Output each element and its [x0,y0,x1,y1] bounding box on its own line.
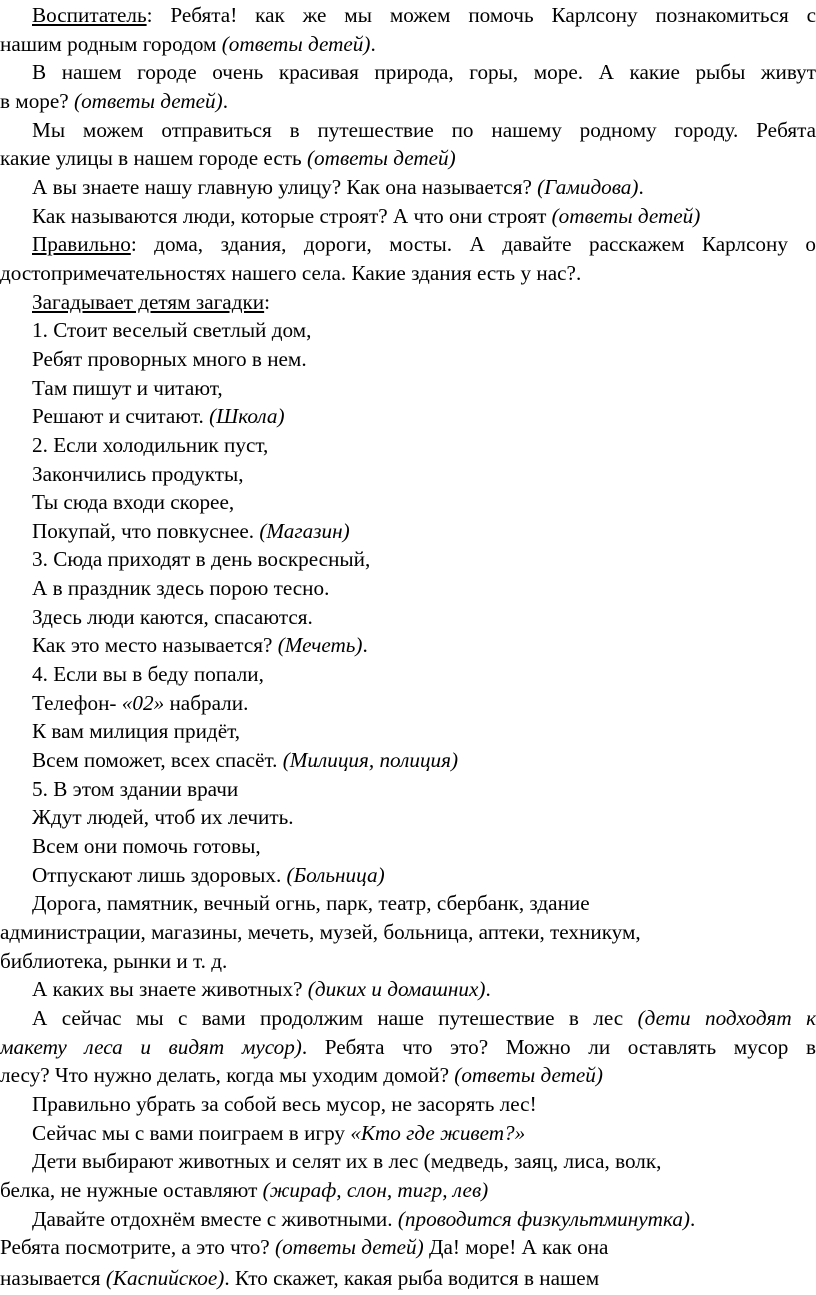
text-run: Здесь люди каются, спасаются. [32,604,313,629]
text-line [0,1090,816,1119]
text-run: . Кто скажет, какая рыба водится в нашем [224,1266,600,1291]
italic-note: (Магазин) [259,518,350,543]
text-line [0,460,816,489]
italic-note: (ответы детей) [221,31,371,56]
italic-note: (ответы детей) [454,1063,603,1088]
text-line [0,402,816,431]
text-run: библиотека, рынки и т. д. [0,948,228,973]
text-run: А сейчас мы с вами продолжим наше путешествие в лес [32,1005,638,1030]
text-line [0,660,816,689]
text-run: Закончились продукты, [32,461,244,486]
italic-note: (Мечеть) [277,633,363,658]
text-line [0,1119,816,1148]
text-run: Сейчас мы с вами поиграем в игру [32,1120,351,1145]
text-run: Всем поможет, всех спасёт. [32,748,283,773]
italic-note: (ответы детей) [74,88,223,113]
text-line [0,259,816,288]
document-text [0,1,816,1295]
text-line [0,545,816,574]
text-run: . [370,31,376,56]
italic-note: (ответы детей) [307,146,456,171]
italic-note: (диких и домашних) [307,977,486,1002]
italic-note: «02» [121,690,165,715]
text-line [0,488,816,517]
text-run: в море? [0,88,75,113]
text-line [0,975,816,1004]
text-line [0,87,816,116]
text-line [0,30,816,59]
italic-note: (проводится физкультминутка) [397,1206,690,1231]
text-line [0,173,816,202]
underlined-label: Воспитатель [32,3,147,27]
text-run: Покупай, что повкуснее. [32,518,260,543]
text-run: Решают и считают. [32,404,210,429]
text-run: нашим родным городом [0,31,222,56]
italic-note: «Кто где живет?» [350,1120,526,1145]
text-line [0,144,816,173]
text-run: называется [0,1266,106,1291]
text-line [0,631,816,660]
text-run: Как это место называется? [32,633,278,658]
text-line [0,1061,816,1090]
text-line [0,288,816,317]
underlined-label: Правильно [32,232,131,257]
text-run: Правильно убрать за собой весь мусор, не засорять лес! [32,1091,537,1116]
text-run: Телефон- [32,690,122,715]
text-line [0,1147,816,1176]
text-run: Ты сюда входи скорее, [32,490,235,515]
italic-note: (Школа) [209,404,285,429]
text-line [0,889,816,918]
text-run: Дети выбирают животных и селят их в лес (медведь, заяц, лиса, волк, [32,1149,662,1174]
text-run: : [264,289,271,314]
text-run: . [638,174,644,199]
text-run: Как называются люди, которые строят? А что они строят [32,203,552,228]
text-run: 2. Если холодильник пуст, [32,432,269,457]
text-run: А в праздник здесь порою тесно. [32,576,330,601]
underlined-label: Загадывает детям загадки [32,289,265,314]
text-run: Ребята посмотрите, а это что? [0,1235,276,1260]
text-run: . [222,88,228,113]
text-run: 3. Сюда приходят в день воскресный, [32,547,371,572]
text-line [0,689,816,718]
text-line [0,431,816,460]
text-line [0,603,816,632]
text-run: 1. Стоит веселый светлый дом, [32,318,312,343]
text-line [0,58,816,87]
text-line [0,1230,816,1264]
text-line [0,775,816,804]
text-line [0,345,816,374]
text-line [0,517,816,546]
italic-note: (Гамидова) [537,174,639,199]
text-run: набрали. [164,690,249,715]
text-line [0,861,816,890]
text-run: Да! море! А как она [423,1235,609,1260]
text-line [0,1004,816,1033]
text-line [0,574,816,603]
text-line [0,316,816,345]
italic-note: макету леса и видят мусор) [0,1034,302,1059]
text-line [0,1261,816,1295]
text-run: Там пишут и читают, [32,375,223,400]
text-run: Ребят проворных много в нем. [32,346,307,371]
text-run: лесу? Что нужно делать, когда мы уходим домой? [0,1063,455,1088]
italic-note: (Милиция, полиция) [282,748,459,773]
text-line [0,374,816,403]
text-line [0,947,816,976]
text-run: 5. В этом здании врачи [32,776,239,801]
text-run: В нашем городе очень красивая природа, горы, море. А какие рыбы живут [32,60,816,85]
text-run: белка, не нужные оставляют [0,1177,263,1202]
text-run: К вам милиция придёт, [32,719,241,744]
text-run: А вы знаете нашу главную улицу? Как она называется? [32,174,538,199]
text-line [0,746,816,775]
text-run: 4. Если вы в беду попали, [32,662,264,687]
italic-note: (Каспийское) [105,1266,225,1291]
text-run: администрации, магазины, мечеть, музей, больница, аптеки, техникум, [0,920,641,944]
text-line [0,803,816,832]
italic-note: (ответы детей) [551,203,701,228]
text-line [0,1033,816,1062]
text-run: Отпускают лишь здоровых. [32,862,287,887]
text-run: . [485,977,491,1002]
text-line [0,717,816,746]
text-run: Мы можем отправиться в путешествие по нашему родному городу. Ребята [32,117,816,142]
text-line [0,1,816,30]
text-run: . [690,1206,696,1231]
text-run: Ждут людей, чтоб их лечить. [32,805,294,830]
text-line [0,918,816,947]
text-run: : дома, здания, дороги, мосты. А давайте расскажем Карлсону о [130,232,816,257]
text-line [0,202,816,231]
italic-note: (Больница) [286,862,385,887]
text-run: Давайте отдохнём вместе с животными. [32,1206,398,1231]
text-line [0,1205,816,1234]
italic-note: (жираф, слон, тигр, лев) [262,1177,489,1202]
text-run: . Ребята что это? Можно ли оставлять мусор в [301,1034,816,1059]
text-run: Дорога, памятник, вечный огнь, парк, театр, сбербанк, здание [32,891,590,916]
text-run: : Ребята! как же мы можем помочь Карлсону познакомиться с [146,3,816,27]
text-run: достопримечательностях нашего села. Какие здания есть у нас?. [0,260,582,285]
text-line [0,230,816,259]
text-line [0,116,816,145]
text-line [0,832,816,861]
text-run: Всем они помочь готовы, [32,834,261,859]
italic-note: (ответы детей) [275,1235,424,1260]
text-run: какие улицы в нашем городе есть [0,146,307,171]
text-run: . [362,633,368,658]
text-run: А каких вы знаете животных? [32,977,308,1002]
italic-note: (дети подходят к [637,1005,816,1030]
text-line [0,1176,816,1205]
